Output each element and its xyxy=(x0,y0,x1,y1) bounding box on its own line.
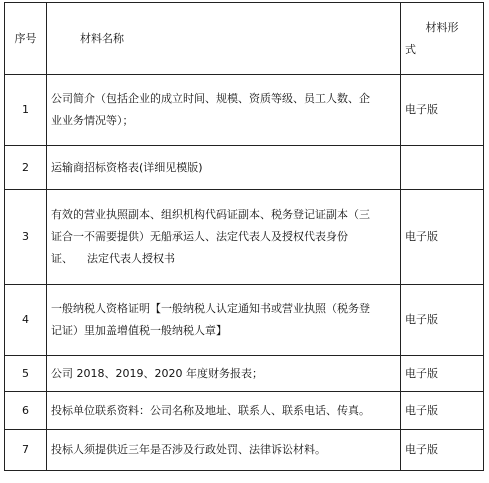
table-row xyxy=(5,356,484,392)
table-row xyxy=(5,146,484,190)
row-material-name xyxy=(47,356,401,392)
header-form-label-line1: 材料形 xyxy=(425,20,459,34)
table-row xyxy=(5,190,484,285)
material-name-line: 投标单位联系资料：公司名称及地址、联系人、联系电话、传真。 xyxy=(51,403,370,417)
row-material-name xyxy=(47,430,401,471)
row-material-form xyxy=(401,146,484,190)
materials-table xyxy=(4,2,484,471)
material-name-line: 有效的营业执照副本、组织机构代码证副本、税务登记证副本（三 xyxy=(51,208,370,221)
material-name-line: 一般纳税人资格证明【一般纳税人认定通知书或营业执照（税务登 xyxy=(51,302,370,315)
row-no: 2 xyxy=(5,146,47,190)
header-name-label: 材料名称 xyxy=(80,31,124,45)
row-material-name xyxy=(47,75,401,146)
table-row xyxy=(5,285,484,356)
row-material-name xyxy=(47,285,401,356)
table-row xyxy=(5,75,484,146)
row-material-form: 电子版 xyxy=(401,430,484,471)
header-no-label: 序号 xyxy=(14,31,37,45)
material-name-line: 公司简介（包括企业的成立时间、规模、资质等级、员工人数、企 xyxy=(51,92,370,105)
header-name xyxy=(47,3,401,75)
row-no: 1 xyxy=(5,75,47,146)
material-name-line: 投标人须提供近三年是否涉及行政处罚、法律诉讼材料。 xyxy=(51,443,326,456)
material-name-line: 证合一不需要提供）无船承运人、法定代表人及授权代表身份 xyxy=(51,230,348,243)
material-name-line: 记证）里加盖增值税一般纳税人章】 xyxy=(51,324,227,337)
row-material-form: 电子版 xyxy=(401,75,484,146)
header-form xyxy=(401,3,484,75)
header-no xyxy=(5,3,47,75)
header-form-label-line2: 式 xyxy=(405,42,416,56)
material-name-line: 公司 2018、2019、2020 年度财务报表； xyxy=(51,366,263,380)
row-material-name xyxy=(47,146,401,190)
row-material-name xyxy=(47,190,401,285)
material-name-line: 业业务情况等）； xyxy=(51,114,134,127)
row-no: 3 xyxy=(5,190,47,285)
row-no: 7 xyxy=(5,430,47,471)
row-material-form: 电子版 xyxy=(401,392,484,430)
material-name-line: 证、 法定代表人授权书 xyxy=(51,252,175,265)
row-no: 5 xyxy=(5,356,47,392)
table-header-row xyxy=(5,3,484,75)
row-material-form: 电子版 xyxy=(401,356,484,392)
row-no: 6 xyxy=(5,392,47,430)
table-row xyxy=(5,392,484,430)
row-material-form: 电子版 xyxy=(401,285,484,356)
material-name-line: 运输商招标资格表(详细见模版) xyxy=(51,160,203,174)
row-material-name xyxy=(47,392,401,430)
row-material-form: 电子版 xyxy=(401,190,484,285)
row-no: 4 xyxy=(5,285,47,356)
table-row xyxy=(5,430,484,471)
